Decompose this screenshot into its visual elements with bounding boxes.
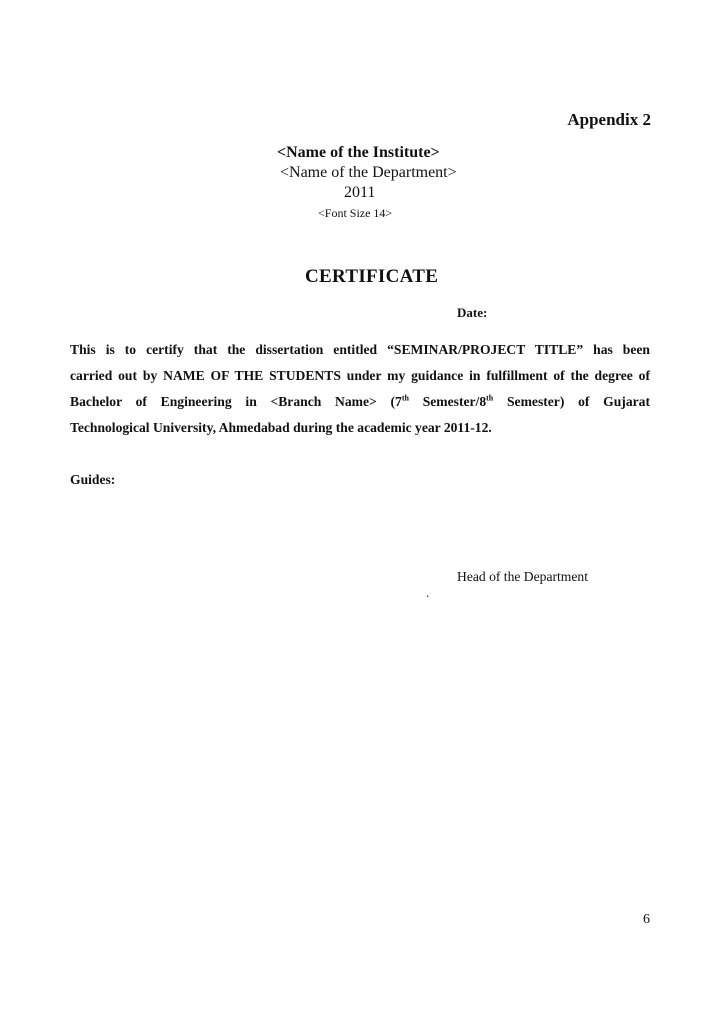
body-line-2: carried out by NAME OF THE STUDENTS under my guidance in fulfillment of the degree of bbox=[70, 368, 650, 383]
body-line-4: Technological University, Ahmedabad during the academic year 2011-12. bbox=[70, 420, 492, 435]
year: 2011 bbox=[344, 184, 376, 201]
ordinal-suffix-7th: th bbox=[401, 393, 409, 403]
ordinal-suffix-8th: th bbox=[486, 393, 494, 403]
body-line-3-part-a: Bachelor of Engineering in <Branch Name> (7 bbox=[70, 394, 402, 409]
guides-label: Guides: bbox=[70, 472, 116, 487]
body-line-3-part-b: Semester/8 bbox=[408, 394, 487, 409]
body-line-3 bbox=[70, 389, 650, 415]
page-number: 6 bbox=[643, 912, 650, 927]
department-name: <Name of the Department> bbox=[280, 164, 457, 181]
certificate-body bbox=[70, 337, 650, 441]
head-of-department-label: Head of the Department bbox=[457, 569, 588, 584]
body-line-3-part-c: Semester) of Gujarat bbox=[493, 394, 650, 409]
date-label: Date: bbox=[457, 305, 488, 320]
font-size-note: <Font Size 14> bbox=[318, 206, 393, 220]
certificate-title: CERTIFICATE bbox=[305, 266, 439, 287]
institute-name: <Name of the Institute> bbox=[277, 144, 440, 161]
body-line-1: This is to certify that the dissertation entitled “SEMINAR/PROJECT TITLE” has been bbox=[70, 342, 650, 357]
appendix-label: Appendix 2 bbox=[567, 110, 651, 129]
stray-mark: . bbox=[426, 585, 430, 600]
